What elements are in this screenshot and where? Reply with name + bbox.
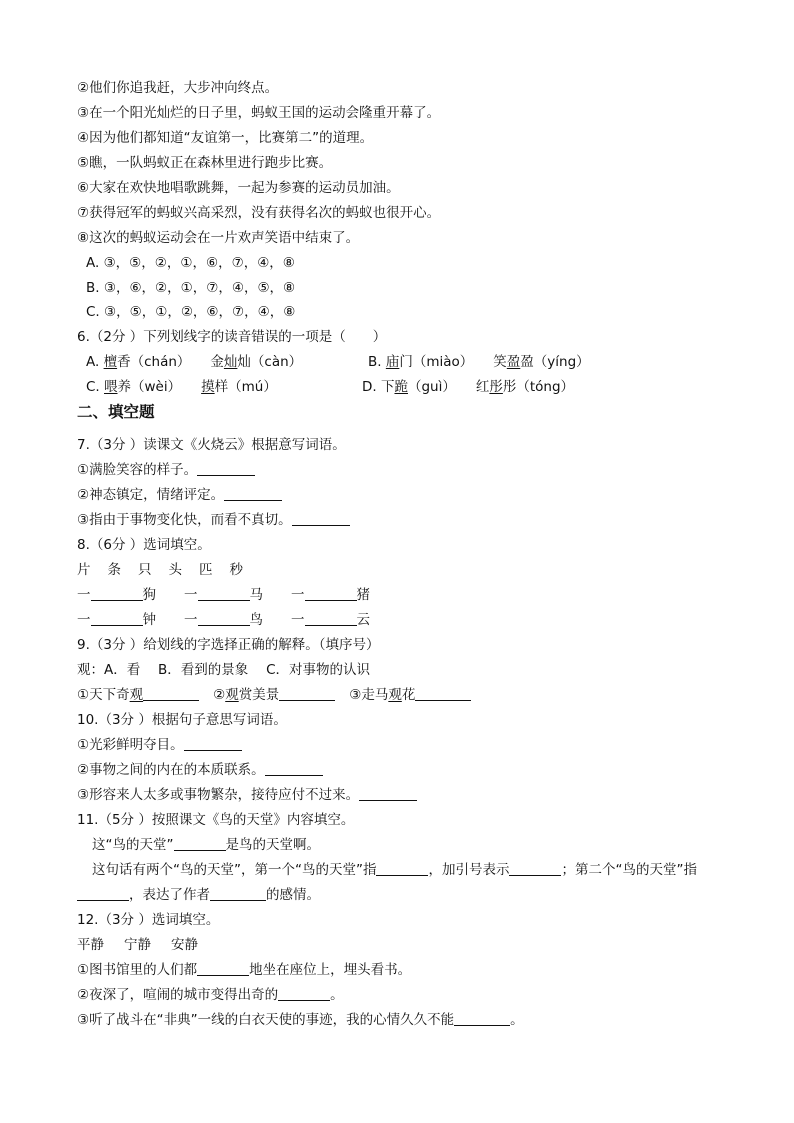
list-item: ④因为他们都知道“友谊第一，比赛第二”的道理。 [77, 130, 374, 146]
q8-row: 一 钟 一 鸟 一 云 [77, 612, 370, 628]
q10-item: ③形容来人太多或事物繁杂，接待应付不过来。 [77, 785, 417, 805]
answer-blank[interactable] [184, 736, 242, 751]
underlined-char: 观 [129, 687, 144, 703]
underlined-char: 盈 [506, 354, 521, 370]
answer-blank[interactable] [224, 486, 282, 501]
underlined-char: 灿 [223, 354, 238, 370]
answer-blank[interactable] [305, 611, 357, 626]
underlined-char: 观 [388, 687, 402, 703]
q12-item: ①图书馆里的人们都 地坐在座位上，埋头看书。 [77, 962, 412, 978]
q10-item: ①光彩鲜明夺目。 [77, 735, 242, 755]
answer-blank[interactable] [210, 886, 266, 901]
q12-item: ③听了战斗在“非典”一线的白衣天使的事迹，我的心情久久不能 。 [77, 1012, 524, 1028]
answer-blank[interactable] [359, 786, 417, 801]
list-item: ②他们你追我赶，大步冲向终点。 [77, 80, 279, 96]
answer-blank[interactable] [143, 686, 199, 701]
q9-items: ①天下奇观 ②观赏美景 ③走马观花 [77, 685, 471, 705]
q7-item: ③指由于事物变化快，而看不真切。 [77, 510, 350, 530]
q6-option-a: A. 檀香（chán） 金灿灿（càn） [86, 354, 303, 370]
answer-blank[interactable] [197, 461, 255, 476]
list-item: ⑧这次的蚂蚁运动会在一片欢声笑语中结束了。 [77, 230, 360, 246]
q8-stem: 8.（6分 ）选词填空。 [77, 537, 211, 553]
q6-option-d: D. 下跪（guì） 红彤彤（tóng） [362, 379, 575, 395]
answer-blank[interactable] [197, 961, 249, 976]
answer-blank[interactable] [305, 586, 357, 601]
q8-row: 一 狗 一 马 一 猪 [77, 587, 370, 603]
answer-blank[interactable] [376, 861, 428, 876]
answer-blank[interactable] [91, 586, 143, 601]
q7-item: ②神态镇定，情绪评定。 [77, 485, 282, 505]
q7-item: ①满脸笑容的样子。 [77, 460, 255, 480]
q11-explanation-cont: ，表达了作者 的感情。 [77, 885, 320, 905]
q11-sentence: 这“鸟的天堂” 是鸟的天堂啊。 [92, 837, 320, 853]
answer-blank[interactable] [77, 886, 129, 901]
underlined-char: 喂 [104, 379, 118, 395]
answer-blank[interactable] [91, 611, 143, 626]
q6-option-b: B. 庙门（miào） 笑盈盈（yíng） [368, 354, 590, 370]
underlined-char: 跪 [394, 379, 408, 395]
answer-blank[interactable] [509, 861, 561, 876]
q5-option-c: C. ③，⑤，①，②，⑥，⑦，④，⑧ [86, 304, 296, 320]
section-title: 二、填空题 [77, 403, 155, 421]
underlined-char: 观 [225, 687, 239, 703]
q11-explanation: 这句话有两个“鸟的天堂”，第一个“鸟的天堂”指 ，加引号表示 ；第二个“鸟的天堂”指 [92, 862, 697, 878]
q9-stem: 9.（3分 ）给划线的字选择正确的解释。（填序号） [77, 637, 380, 653]
answer-blank[interactable] [278, 986, 330, 1001]
list-item: ⑤瞧，一队蚂蚁正在森林里进行跑步比赛。 [77, 155, 333, 171]
underlined-char: 彤 [489, 379, 503, 395]
q12-word-bank: 平静 宁静 安静 [77, 937, 198, 953]
answer-blank[interactable] [174, 836, 226, 851]
answer-blank[interactable] [198, 611, 250, 626]
list-item: ⑥大家在欢快地唱歌跳舞，一起为参赛的运动员加油。 [77, 180, 400, 196]
underlined-char: 庙 [385, 354, 400, 370]
answer-blank[interactable] [198, 586, 250, 601]
q11-stem: 11.（5分 ）按照课文《鸟的天堂》内容填空。 [77, 812, 355, 828]
list-item: ⑦获得冠军的蚂蚁兴高采烈，没有获得名次的蚂蚁也很开心。 [77, 205, 441, 221]
q10-item: ②事物之间的内在的本质联系。 [77, 760, 323, 780]
answer-blank[interactable] [279, 686, 335, 701]
q9-meanings: 观：A．看 B．看到的景象 C．对事物的认识 [77, 662, 371, 678]
q6-option-c: C. 喂养（wèi） 摸样（mú） [86, 379, 277, 395]
q7-stem: 7.（3分 ）读课文《火烧云》根据意写词语。 [77, 437, 346, 453]
q5-option-b: B. ③，⑥，②，①，⑦，④，⑤，⑧ [86, 280, 296, 296]
underlined-char: 摸 [201, 379, 215, 395]
list-item: ③在一个阳光灿烂的日子里，蚂蚁王国的运动会隆重开幕了。 [77, 105, 441, 121]
underlined-char: 檀 [103, 354, 118, 370]
q6-stem: 6.（2分 ）下列划线字的读音错误的一项是（ ） [77, 329, 387, 345]
answer-blank[interactable] [454, 1011, 510, 1026]
q10-stem: 10.（3分 ）根据句子意思写词语。 [77, 712, 287, 728]
q12-stem: 12.（3分 ）选词填空。 [77, 912, 220, 928]
answer-blank[interactable] [265, 761, 323, 776]
answer-blank[interactable] [292, 511, 350, 526]
q12-item: ②夜深了，喧闹的城市变得出奇的 。 [77, 987, 344, 1003]
q8-word-bank: 片 条 只 头 匹 秒 [77, 562, 243, 578]
q5-option-a: A. ③，⑤，②，①，⑥，⑦，④，⑧ [86, 255, 295, 271]
answer-blank[interactable] [415, 686, 471, 701]
